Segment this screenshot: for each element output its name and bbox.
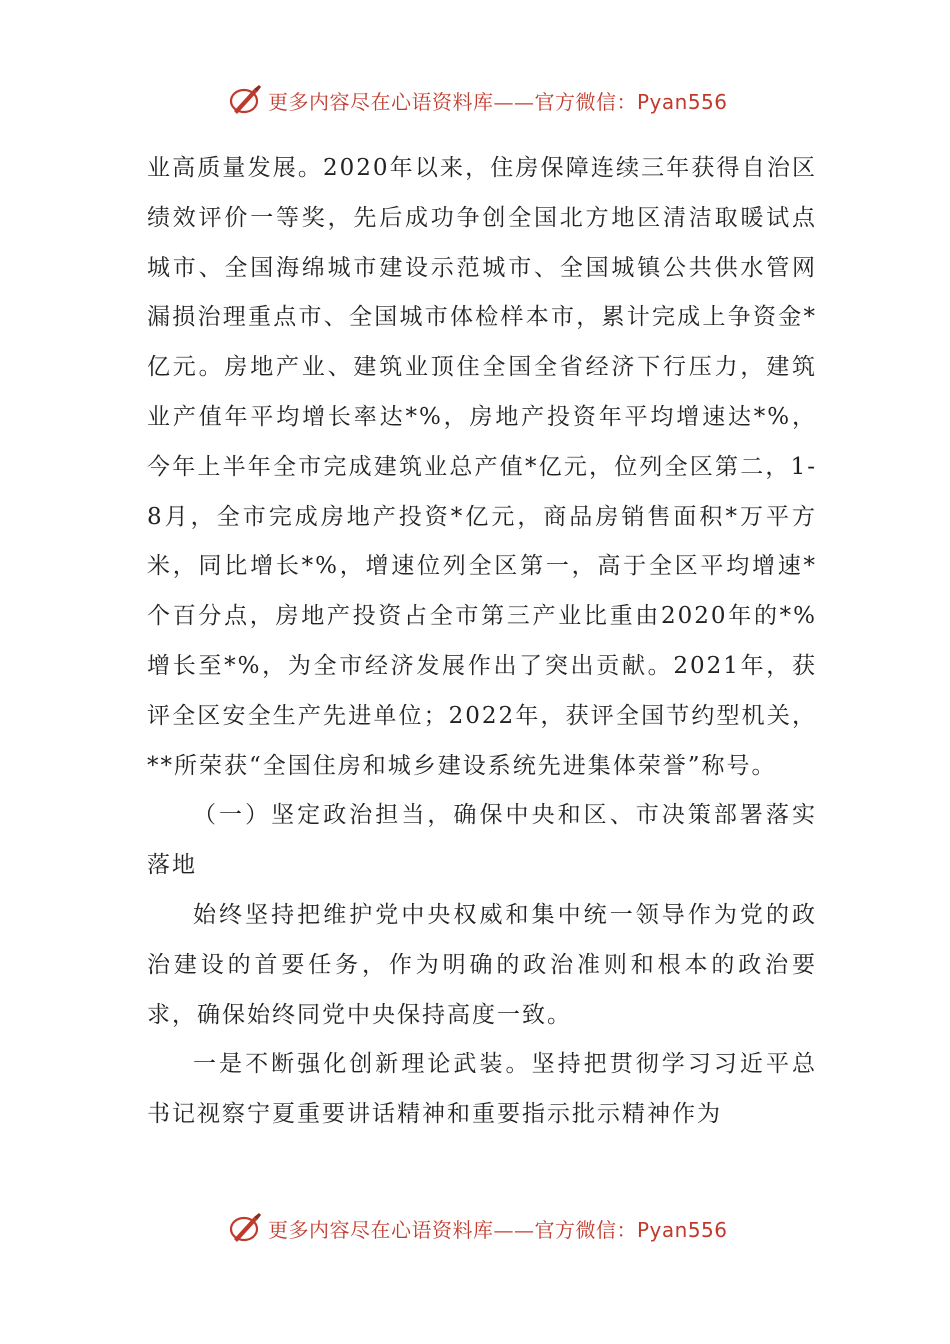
pen-logo-icon bbox=[228, 1211, 262, 1245]
pen-logo-icon bbox=[228, 83, 262, 117]
paragraph-theory-arming: 一是不断强化创新理论武装。坚持把贯彻学习习近平总书记视察宁夏重要讲话精神和重要指示批示精神作为 bbox=[147, 1051, 817, 1128]
watermark-text: 更多内容尽在心语资料库——官方微信：Pyan556 bbox=[268, 1217, 728, 1242]
watermark-footer bbox=[228, 1208, 748, 1248]
watermark-header bbox=[228, 80, 748, 120]
section-heading-1: （一）坚定政治担当，确保中央和区、市决策部署落实落地 bbox=[147, 802, 817, 879]
paragraph-achievements: 业高质量发展。2020年以来，住房保障连续三年获得自治区绩效评价一等奖，先后成功争创全国北方地区清洁取暖试点城市、全国海绵城市建设示范城市、全国城镇公共供水管网漏损治理重点市、全国城市体检样本市，累计完成上争资金*亿元。房地产业、建筑业顶住全国全省经济下行压力，建筑业产值年平均增长率达*%，房地产投资年平均增速达*%，今年上半年全市完成建筑业总产值*亿元，位列全区第二，1-8月，全市完成房地产投资*亿元，商品房销售面积*万平方米，同比增长*%，增速位列全区第一，高于全区平均增速*个百分点，房地产投资占全市第三产业比重由2020年的*%增长至*%，为全市经济发展作出了突出贡献。2021年，获评全区安全生产先进单位；2022年，获评全国节约型机关，**所荣获“全国住房和城乡建设系统先进集体荣誉”称号。 bbox=[147, 155, 817, 779]
paragraph-political-stance: 始终坚持把维护党中央权威和集中统一领导作为党的政治建设的首要任务，作为明确的政治准则和根本的政治要求，确保始终同党中央保持高度一致。 bbox=[147, 901, 817, 1028]
watermark-text: 更多内容尽在心语资料库——官方微信：Pyan556 bbox=[268, 89, 728, 114]
document-body bbox=[147, 144, 817, 1140]
